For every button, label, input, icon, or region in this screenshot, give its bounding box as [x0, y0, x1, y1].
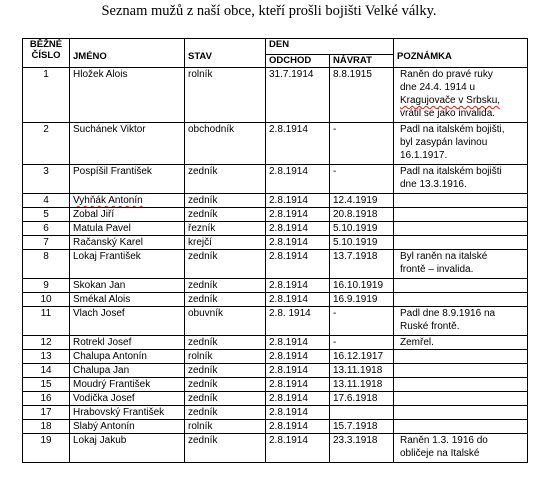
note-line: Padl dne 8.9.1916 na [400, 308, 496, 319]
header-number: BĚŽNÉ ČÍSLO [23, 39, 70, 68]
cell-departure: 2.8.1914 [266, 406, 330, 420]
veterans-table [22, 38, 528, 463]
table-row [23, 336, 528, 350]
cell-name [70, 194, 185, 208]
cell-name [70, 123, 185, 165]
cell-note [394, 392, 528, 406]
cell-number: 6 [23, 222, 70, 236]
cell-note [394, 434, 528, 463]
cell-note [394, 250, 528, 279]
note-line: byl zasypán lavinou [400, 137, 488, 148]
cell-status: rolník [185, 420, 266, 434]
note-line: dne 24.4. 1914 u [400, 82, 476, 93]
cell-note [394, 208, 528, 222]
cell-number: 5 [23, 208, 70, 222]
cell-return: 16.9.1919 [330, 293, 394, 307]
cell-status: zedník [185, 406, 266, 420]
cell-return: 13.7.1918 [330, 250, 394, 279]
table-row [23, 392, 528, 406]
table-header [23, 39, 528, 68]
cell-return: - [330, 307, 394, 336]
cell-status: zedník [185, 434, 266, 463]
cell-departure: 2.8.1914 [266, 236, 330, 250]
cell-status: zedník [185, 279, 266, 293]
cell-name [70, 279, 185, 293]
cell-name [70, 208, 185, 222]
cell-name [70, 420, 185, 434]
cell-note [394, 293, 528, 307]
table-row [23, 378, 528, 392]
cell-return: 12.4.1919 [330, 194, 394, 208]
cell-name-text: Vlach Josef [73, 308, 125, 319]
cell-return: 5.10.1919 [330, 222, 394, 236]
cell-name-text: Matula Pavel [73, 223, 131, 234]
cell-name-text: Hložek Alois [73, 69, 128, 80]
cell-return: 17.6.1918 [330, 392, 394, 406]
cell-departure: 2.8.1914 [266, 250, 330, 279]
cell-name [70, 307, 185, 336]
cell-departure: 2.8.1914 [266, 350, 330, 364]
cell-return: - [330, 123, 394, 165]
table-row [23, 293, 528, 307]
cell-return: - [330, 165, 394, 194]
cell-return [330, 406, 394, 420]
note-line: Raněn do pravé ruky [400, 69, 493, 80]
note-line: vrátil se jako invalida. [400, 108, 496, 119]
header-return: NÁVRAT [330, 55, 394, 68]
cell-note [394, 364, 528, 378]
cell-number: 13 [23, 350, 70, 364]
cell-departure: 2.8.1914 [266, 420, 330, 434]
cell-departure: 2.8.1914 [266, 222, 330, 236]
cell-name-text: Vyhňák Antonín [73, 195, 143, 206]
cell-status: zedník [185, 208, 266, 222]
table-row [23, 250, 528, 279]
cell-name-text: Smékal Alois [73, 294, 131, 305]
cell-name [70, 222, 185, 236]
cell-status: řezník [185, 222, 266, 236]
cell-status: zedník [185, 194, 266, 208]
cell-number: 8 [23, 250, 70, 279]
note-line: Raněn 1.3. 1916 do [400, 435, 488, 446]
cell-return: 15.7.1918 [330, 420, 394, 434]
table-row [23, 364, 528, 378]
cell-number: 17 [23, 406, 70, 420]
cell-status: rolník [185, 350, 266, 364]
cell-status: zedník [185, 336, 266, 350]
cell-name-text: Chalupa Antonín [73, 351, 147, 362]
cell-return: - [330, 336, 394, 350]
cell-name-text: Moudrý František [73, 379, 151, 390]
cell-return: 5.10.1919 [330, 236, 394, 250]
cell-status: zedník [185, 250, 266, 279]
cell-return: 13.11.1918 [330, 378, 394, 392]
cell-note [394, 165, 528, 194]
table-row [23, 350, 528, 364]
note-line: Byl raněn na italské [400, 251, 488, 262]
cell-note [394, 336, 528, 350]
table-row [23, 279, 528, 293]
cell-status: zedník [185, 165, 266, 194]
cell-name-text: Skokan Jan [73, 280, 126, 291]
cell-name [70, 378, 185, 392]
cell-name [70, 364, 185, 378]
cell-number: 1 [23, 68, 70, 123]
cell-name [70, 406, 185, 420]
cell-return: 16.10.1919 [330, 279, 394, 293]
cell-note [394, 236, 528, 250]
cell-note [394, 350, 528, 364]
table-row [23, 236, 528, 250]
table-row [23, 68, 528, 123]
cell-departure: 2.8. 1914 [266, 307, 330, 336]
note-line: Padl na italském bojišti, [400, 124, 505, 135]
note-line: Padl na italském bojišti [400, 166, 502, 177]
cell-name-text: Lokaj František [73, 251, 141, 262]
cell-note [394, 123, 528, 165]
cell-departure: 2.8.1914 [266, 434, 330, 463]
cell-note [394, 68, 528, 123]
note-line: frontě – invalida. [400, 264, 474, 275]
cell-status: obuvník [185, 307, 266, 336]
cell-name-text: Hrabovský František [73, 407, 165, 418]
cell-number: 14 [23, 364, 70, 378]
cell-name-text: Pospíšil František [73, 166, 152, 177]
cell-name-text: Zobal Jiří [73, 209, 115, 220]
cell-departure: 2.8.1914 [266, 165, 330, 194]
header-name: JMÉNO [70, 39, 185, 68]
cell-name [70, 336, 185, 350]
table-row [23, 307, 528, 336]
cell-number: 2 [23, 123, 70, 165]
cell-number: 19 [23, 434, 70, 463]
cell-note [394, 307, 528, 336]
table-row [23, 406, 528, 420]
cell-departure: 2.8.1914 [266, 336, 330, 350]
cell-number: 11 [23, 307, 70, 336]
cell-departure: 2.8.1914 [266, 279, 330, 293]
cell-name [70, 350, 185, 364]
cell-status: rolník [185, 68, 266, 123]
cell-name [70, 250, 185, 279]
cell-departure: 2.8.1914 [266, 392, 330, 406]
cell-note [394, 420, 528, 434]
cell-name [70, 165, 185, 194]
cell-return: 8.8.1915 [330, 68, 394, 123]
cell-name [70, 236, 185, 250]
note-line-text: Kragujovače v Srbsku, [400, 95, 501, 106]
cell-number: 7 [23, 236, 70, 250]
header-day: DEN [266, 39, 394, 55]
cell-note [394, 222, 528, 236]
table-row [23, 194, 528, 208]
cell-number: 3 [23, 165, 70, 194]
note-line: Ruské frontě. [400, 321, 460, 332]
table-row [23, 165, 528, 194]
table-row [23, 123, 528, 165]
cell-number: 10 [23, 293, 70, 307]
table-row [23, 208, 528, 222]
cell-return: 23.3.1918 [330, 434, 394, 463]
cell-return: 20.8.1918 [330, 208, 394, 222]
cell-number: 12 [23, 336, 70, 350]
cell-name-text: Rotrekl Josef [73, 337, 132, 348]
table-row [23, 222, 528, 236]
cell-status: krejčí [185, 236, 266, 250]
cell-name-text: Chalupa Jan [73, 365, 130, 376]
table-row [23, 434, 528, 463]
note-line: Zemřel. [400, 337, 434, 348]
cell-departure: 2.8.1914 [266, 208, 330, 222]
cell-name [70, 392, 185, 406]
note-line: dne 13.3.1916. [400, 179, 467, 190]
cell-status: zedník [185, 364, 266, 378]
header-departure: ODCHOD [266, 55, 330, 68]
cell-departure: 31.7.1914 [266, 68, 330, 123]
cell-departure: 2.8.1914 [266, 293, 330, 307]
page-title: Seznam mužů z naší obce, kteří prošli bojišti Velké války. [101, 3, 437, 19]
cell-number: 18 [23, 420, 70, 434]
header-note: POZNÁMKA [394, 39, 528, 68]
cell-note [394, 194, 528, 208]
table-body [23, 68, 528, 463]
cell-note [394, 279, 528, 293]
cell-name-text: Slabý Antonín [73, 421, 135, 432]
cell-name-text: Vodička Josef [73, 393, 135, 404]
note-line: 16.1.1917. [400, 150, 448, 161]
cell-name-text: Račanský Karel [73, 237, 144, 248]
cell-name [70, 293, 185, 307]
cell-status: zedník [185, 378, 266, 392]
note-line: obličeje na Italské [400, 448, 480, 459]
cell-status: zedník [185, 392, 266, 406]
cell-return: 13.11.1918 [330, 364, 394, 378]
cell-note [394, 378, 528, 392]
cell-number: 16 [23, 392, 70, 406]
cell-return: 16.12.1917 [330, 350, 394, 364]
cell-name-text: Lokaj Jakub [73, 435, 127, 446]
cell-status: obchodník [185, 123, 266, 165]
note-line [400, 94, 524, 107]
cell-number: 15 [23, 378, 70, 392]
cell-departure: 2.8.1914 [266, 378, 330, 392]
cell-note [394, 406, 528, 420]
table-row [23, 420, 528, 434]
cell-number: 4 [23, 194, 70, 208]
cell-departure: 2.8.1914 [266, 194, 330, 208]
cell-name-text: Suchánek Viktor [73, 124, 146, 135]
cell-number: 9 [23, 279, 70, 293]
cell-name [70, 68, 185, 123]
cell-status: zedník [185, 293, 266, 307]
cell-departure: 2.8.1914 [266, 123, 330, 165]
cell-departure: 2.8.1914 [266, 364, 330, 378]
cell-name [70, 434, 185, 463]
header-status: STAV [185, 39, 266, 68]
